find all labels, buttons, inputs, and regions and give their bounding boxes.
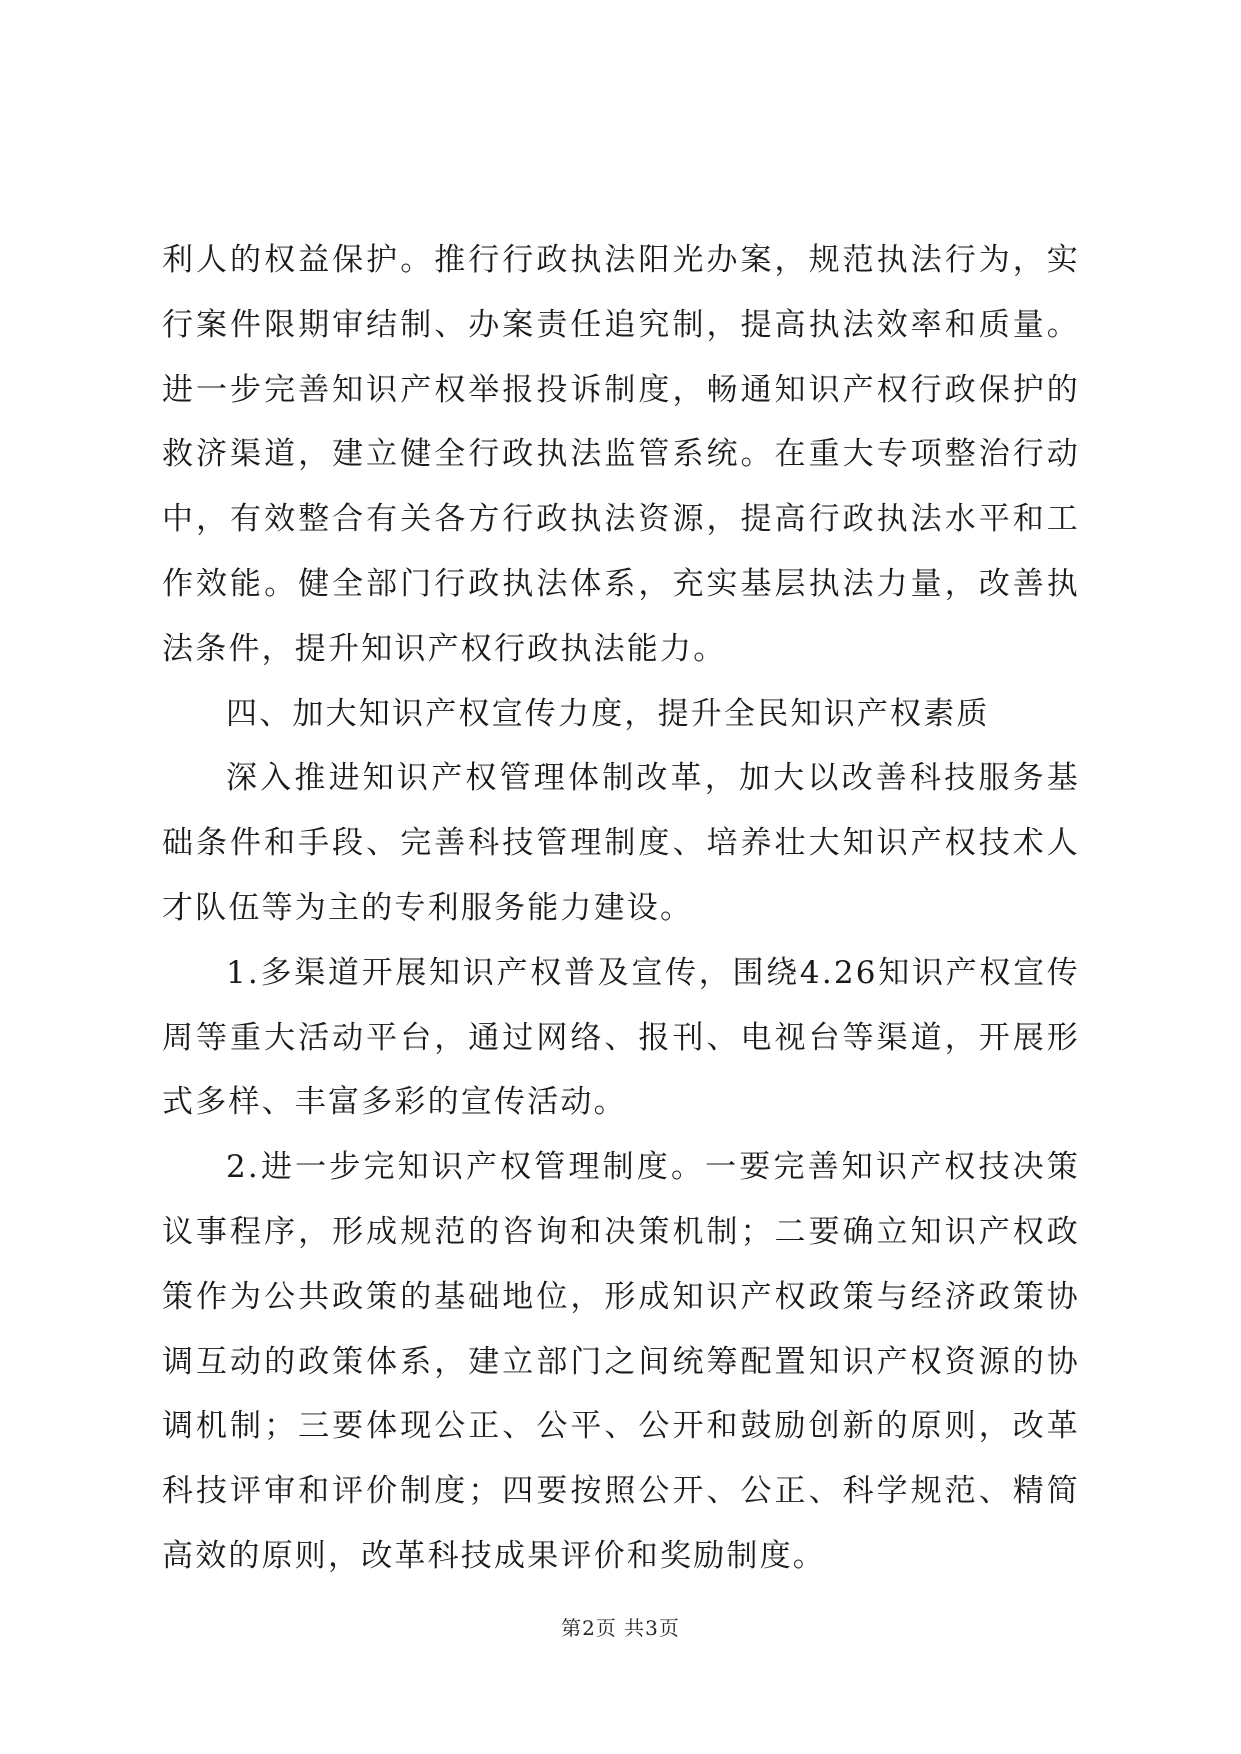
paragraph-item-1: 1.多渠道开展知识产权普及宣传，围绕4.26知识产权宣传周等重大活动平台，通过网络、报刊、电视台等渠道，开展形式多样、丰富多彩的宣传活动。 [162,954,1080,1121]
section-heading: 四、加大知识产权宣传力度，提升全民知识产权素质 [226,695,990,732]
paragraph-item-2: 2.进一步完知识产权管理制度。一要完善知识产权技决策议事程序，形成规范的咨询和决策机制；二要确立知识产权政策作为公共政策的基础地位，形成知识产权政策与经济政策协调互动的政策体系，建立部门之间统筹配置知识产权资源的协调机制；三要体现公正、公平、公开和鼓励创新的原则，改革科技评审和评价制度；四要按照公开、公正、科学规范、精简高效的原则，改革科技成果评价和奖励制度。 [162,1149,1080,1574]
paragraph-intro: 深入推进知识产权管理体制改革，加大以改善科技服务基础条件和手段、完善科技管理制度、培养壮大知识产权技术人才队伍等为主的专利服务能力建设。 [162,760,1080,926]
paragraph-continuation: 利人的权益保护。推行行政执法阳光办案，规范执法行为，实行案件限期审结制、办案责任追究制，提高执法效率和质量。进一步完善知识产权举报投诉制度，畅通知识产权行政保护的救济渠道，建立健全行政执法监管系统。在重大专项整治行动中，有效整合有关各方行政执法资源，提高行政执法水平和工作效能。健全部门行政执法体系，充实基层执法力量，改善执法条件，提升知识产权行政执法能力。 [162,242,1080,667]
page-number-footer: 第2页 共3页 [561,1616,680,1640]
document-body [162,228,1080,1589]
